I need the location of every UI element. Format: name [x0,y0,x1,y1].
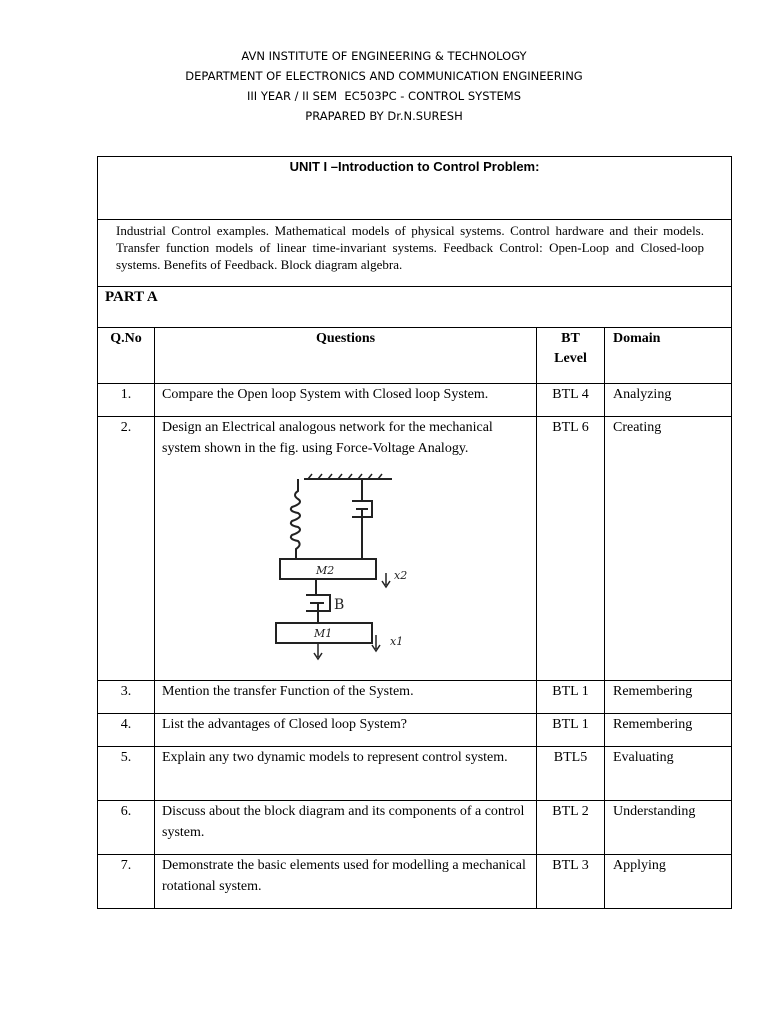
bt-header-line2: Level [554,351,587,366]
bt-level: BTL 2 [537,801,605,855]
question-number: 1. [98,384,155,417]
question-text: Design an Electrical analogous network for the mechanical system shown in the fig. using Force-Voltage Analogy. [162,420,493,456]
bt-level: BTL 6 [537,417,605,681]
bt-level: BTL 4 [537,384,605,417]
domain-header: Domain [605,328,732,384]
domain: Understanding [605,801,732,855]
question-bank-table [97,156,732,909]
mass-top-label: M2 [316,564,335,577]
question-text: List the advantages of Closed loop System? [155,714,537,747]
course-info: III YEAR / II SEM EC503PC - CONTROL SYSTEMS [246,89,522,103]
document-header [0,46,768,126]
question-text: Demonstrate the basic elements used for modelling a mechanical rotational system. [155,855,537,909]
domain: Evaluating [605,747,732,801]
qno-header: Q.No [98,328,155,384]
part-row [98,287,732,328]
table-row [98,801,732,855]
table-row [98,384,732,417]
question-text: Mention the transfer Function of the System. [155,681,537,714]
question-number: 7. [98,855,155,909]
bt-level-header [537,328,605,384]
question-number: 2. [98,417,155,681]
question-number: 3. [98,681,155,714]
question-number: 5. [98,747,155,801]
domain: Applying [605,855,732,909]
unit-title: UNIT I –Introduction to Control Problem: [98,157,732,220]
damper-label: B [334,597,345,613]
table-row [98,681,732,714]
department-name: DEPARTMENT OF ELECTRONICS AND COMMUNICATION ENGINEERING [185,69,583,83]
table-row [98,855,732,909]
bt-level: BTL 3 [537,855,605,909]
disp-top-label: x2 [394,569,408,582]
bt-level: BTL 1 [537,681,605,714]
question-text: Discuss about the block diagram and its components of a control system. [155,801,537,855]
table-row [98,417,732,681]
domain: Creating [605,417,732,681]
domain: Remembering [605,681,732,714]
questions-header: Questions [155,328,537,384]
question-number: 4. [98,714,155,747]
syllabus-text: Industrial Control examples. Mathematical models of physical systems. Control hardware and their models. Transfer function models of linear time-invariant systems. Feedback Control: Open-Loop and Closed-loop systems. Benefits of Feedback. Block diagram algebra. [98,220,732,287]
column-header-row [98,328,732,384]
bt-level: BTL5 [537,747,605,801]
domain: Remembering [605,714,732,747]
table-row [98,747,732,801]
institute-name: AVN INSTITUTE OF ENGINEERING & TECHNOLOGY [241,49,527,63]
question-text: Compare the Open loop System with Closed loop System. [155,384,537,417]
bt-level: BTL 1 [537,714,605,747]
mass-bottom-label: M1 [314,627,333,640]
syllabus-row [98,220,732,287]
disp-bottom-label: x1 [390,635,404,648]
question-number: 6. [98,801,155,855]
bt-header-line1: BT [561,331,580,346]
domain: Analyzing [605,384,732,417]
prepared-by: PRAPARED BY Dr.N.SURESH [305,109,463,123]
unit-title-row [98,157,732,220]
mechanical-system-figure [274,473,424,665]
question-text: Explain any two dynamic models to represent control system. [155,747,537,801]
table-row [98,714,732,747]
question-cell-with-figure [155,417,537,681]
part-label: PART A [98,287,732,328]
